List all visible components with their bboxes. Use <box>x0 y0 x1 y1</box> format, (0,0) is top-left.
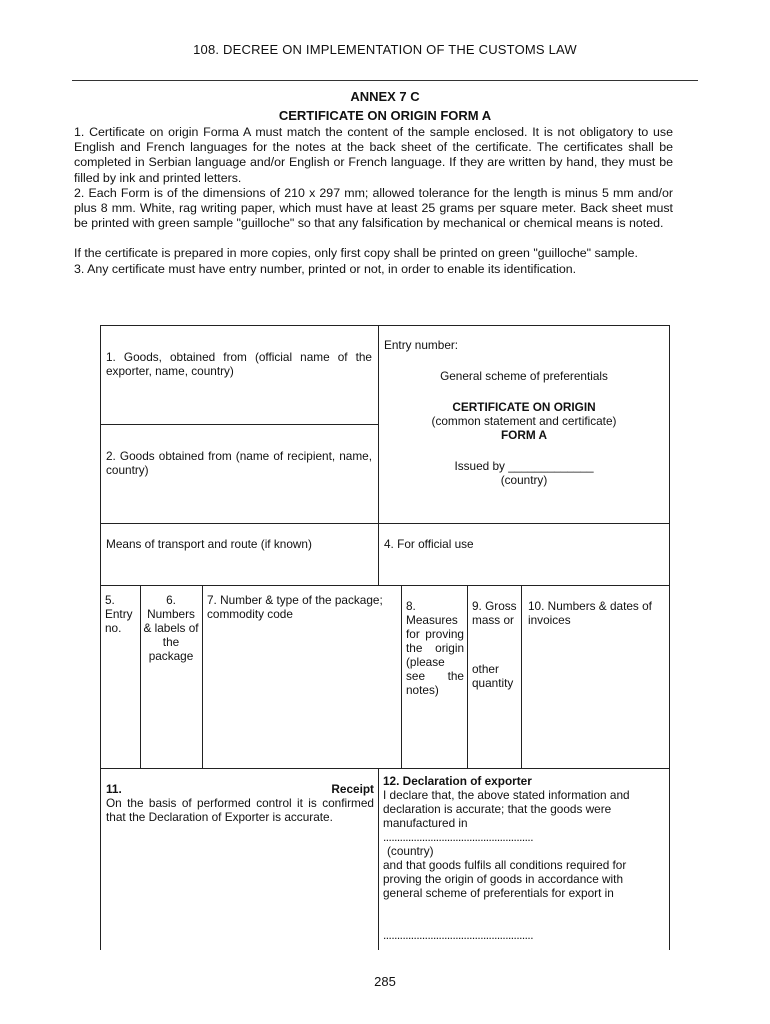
box4-official-use: 4. For official use <box>384 537 474 551</box>
form-col-divider-7-8 <box>401 585 402 768</box>
intro-paragraph-1: 1. Certificate on origin Forma A must match the content of the sample enclosed. It is not obligatory to use English and French languages for the notes at the back sheet of the certificate. The certificates shall be completed in Serbian language and/or English or French language. If they are written by hand, they must be filled by ink and printed letters. <box>74 125 673 185</box>
box11-receipt <box>106 782 374 824</box>
form-divider-box11-top <box>100 768 670 769</box>
form-border-left <box>100 325 101 950</box>
box11-header <box>106 782 374 796</box>
entry-number-label: Entry number: <box>384 338 459 352</box>
form-border-right <box>669 325 670 950</box>
col7-package-type: 7. Number & type of the package; commodity code <box>207 593 383 621</box>
box11-text: On the basis of performed control it is confirmed that the Declaration of Exporter is accurate. <box>106 796 374 824</box>
box1-goods-exporter: 1. Goods, obtained from (official name of the exporter, name, country) <box>106 350 372 378</box>
form-divider-transport-top <box>100 523 670 524</box>
form-col-divider-5-6 <box>140 585 141 768</box>
form-col-divider-9-10 <box>521 585 522 768</box>
col8-origin-measures: 8. Measures for proving the origin (please see the notes) <box>406 599 464 697</box>
box11-number: 11. <box>106 782 122 796</box>
col10-invoices: 10. Numbers & dates of invoices <box>528 599 652 627</box>
annex-title: ANNEX 7 C <box>350 89 420 104</box>
intro-text <box>74 125 673 277</box>
form-border-top <box>100 325 670 326</box>
form-a-label <box>384 428 664 442</box>
box12-exporter-declaration <box>383 774 659 942</box>
box2-goods-recipient: 2. Goods obtained from (name of recipient, name, country) <box>106 449 372 477</box>
col5-entry-no: 5. Entry no. <box>105 593 133 635</box>
general-scheme-label: General scheme of preferentials <box>440 369 608 383</box>
page-header: 108. DECREE ON IMPLEMENTATION OF THE CUSTOMS LAW <box>193 42 577 57</box>
certificate-title: CERTIFICATE ON ORIGIN FORM A <box>278 108 492 123</box>
box12-title-wrap <box>383 774 659 788</box>
box12-dots-1: ...................................................... <box>383 830 533 844</box>
form-col-divider-6-7 <box>202 585 203 768</box>
box12-text-2: and that goods fulfils all conditions required for proving the origin of goods in accordance with general scheme of preferentials for export in <box>383 858 627 900</box>
box12-dots-2: ...................................................... <box>383 928 533 942</box>
col9-other-quantity: other quantity <box>472 662 514 690</box>
intro-paragraph-3: If the certificate is prepared in more copies, only first copy shall be printed on green "guilloche" sample. <box>74 246 638 261</box>
cert-on-origin-heading <box>384 400 664 414</box>
header-rule <box>72 80 698 81</box>
form-divider-columns-top <box>100 585 670 586</box>
cert-on-origin-heading-text: CERTIFICATE ON ORIGIN <box>452 400 596 414</box>
cert-subheading: (common statement and certificate) <box>431 414 617 428</box>
form-divider-box1-box2 <box>100 424 379 425</box>
issued-by-field: Issued by _____________ <box>454 459 594 473</box>
col6-numbers-labels: 6. Numbers & labels of the package <box>143 593 199 663</box>
box12-text-1: I declare that, the above stated information and declaration is accurate; that the goods were manufactured in <box>383 788 630 830</box>
form-divider-middle-lower <box>378 768 379 950</box>
form-a-label-text: FORM A <box>500 428 548 442</box>
box12-title: 12. Declaration of exporter <box>383 774 532 788</box>
box3-transport-route: Means of transport and route (if known) <box>106 537 312 551</box>
page-number: 285 <box>374 974 396 989</box>
intro-paragraph-4: 3. Any certificate must have entry number, printed or not, in order to enable its identification. <box>74 261 577 276</box>
issued-by-country-label: (country) <box>500 473 548 487</box>
intro-paragraph-2: 2. Each Form is of the dimensions of 210 x 297 mm; allowed tolerance for the length is minus 5 mm and/or plus 8 mm. White, rag writing paper, which must have at least 25 grams per square meter. Back sheet must be printed with green sample "guilloche" so that any falsification by mechanical or chemical means is noted. <box>74 185 673 231</box>
box11-title: Receipt <box>331 782 374 796</box>
col9-gross-mass: 9. Gross mass or <box>472 599 517 627</box>
form-divider-middle-upper <box>378 325 379 586</box>
form-col-divider-8-9 <box>467 585 468 768</box>
box12-country-label: (country) <box>387 844 434 858</box>
